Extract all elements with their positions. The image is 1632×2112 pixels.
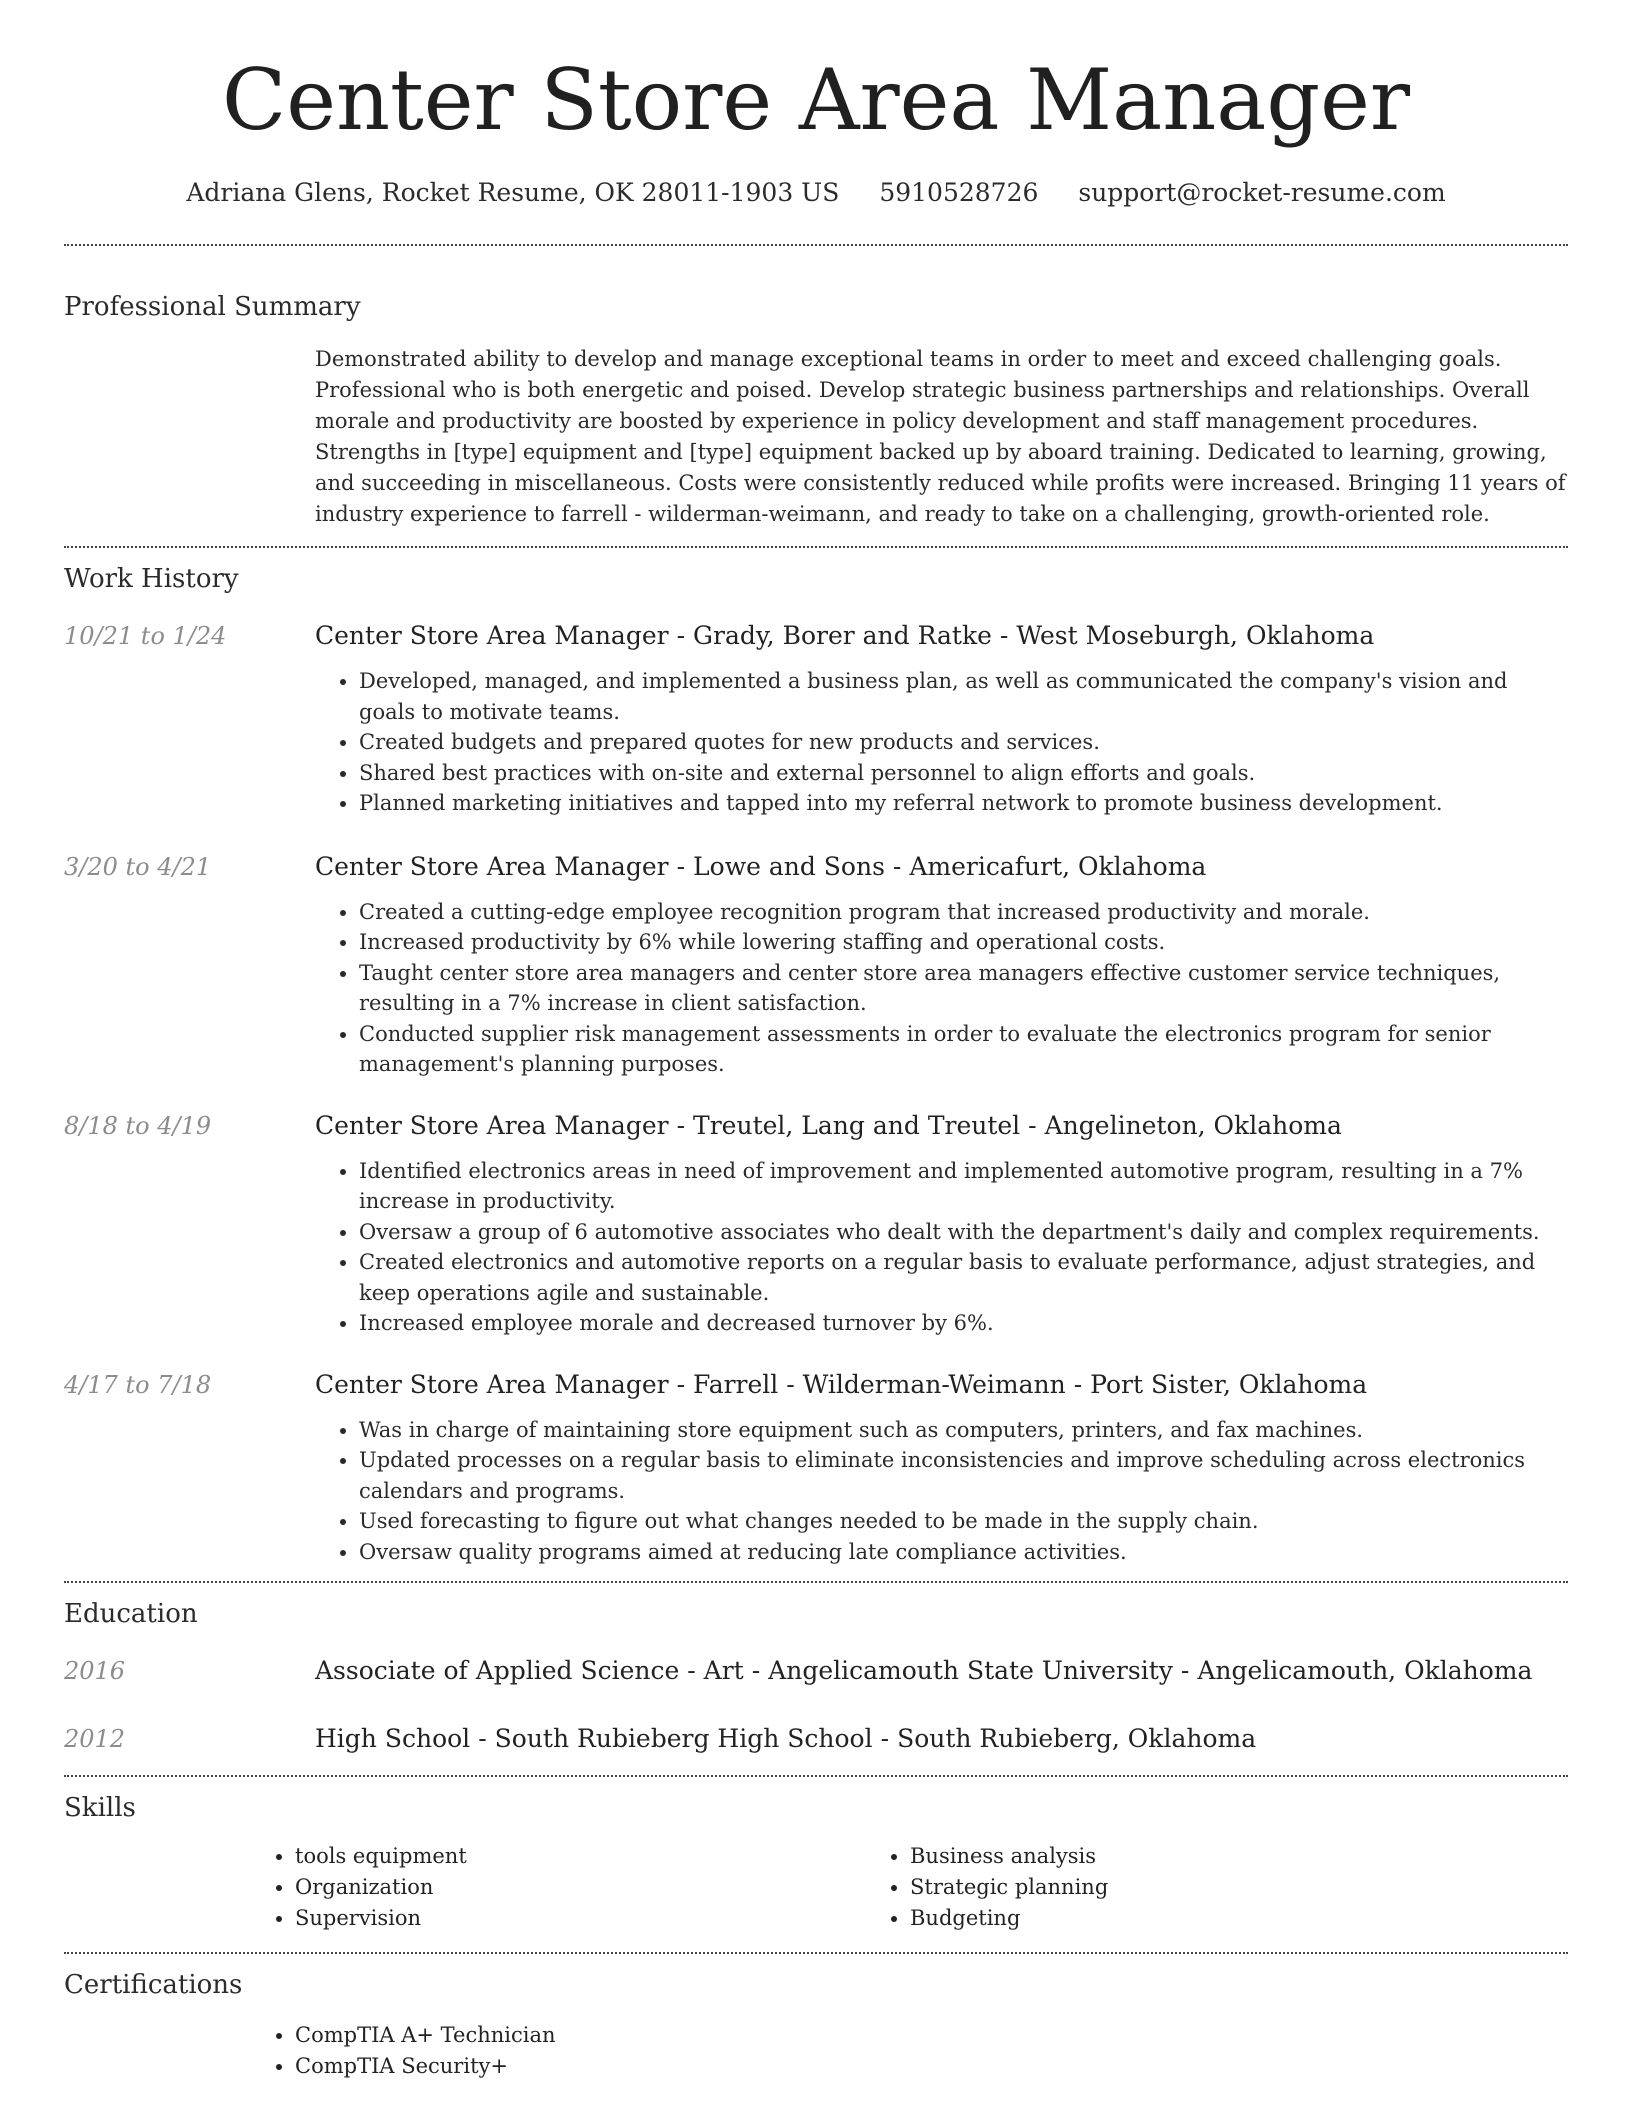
contact-email: support@rocket-resume.com xyxy=(1078,178,1446,207)
education-heading-line: Associate of Applied Science - Art - Angelicamouth State University - Angelicamouth, Oklahoma xyxy=(315,1656,1533,1685)
certifications-section xyxy=(64,1954,1568,2082)
skills-columns xyxy=(295,1825,1568,1952)
job-heading: Center Store Area Manager - Treutel, Lang and Treutel - Angelineton, Oklahoma xyxy=(315,1110,1342,1140)
job-entry xyxy=(64,1367,1568,1582)
job-location: West Moseburgh, Oklahoma xyxy=(1016,621,1375,650)
certifications-list xyxy=(295,2020,1568,2082)
list-item: • Budgeting xyxy=(910,1903,1525,1934)
education-school: Angelicamouth State University xyxy=(768,1656,1173,1685)
list-item: • Increased employee morale and decreased turnover by 6%. xyxy=(359,1308,1568,1339)
list-item: • Developed, managed, and implemented a business plan, as well as communicated the company's vision and goals to motivate teams. xyxy=(359,666,1568,727)
list-item: • Created a cutting-edge employee recognition program that increased productivity and morale. xyxy=(359,897,1568,928)
skills-section xyxy=(64,1777,1568,1952)
job-company: Farrell - Wilderman-Weimann xyxy=(693,1369,1066,1399)
list-item: • Planned marketing initiatives and tapped into my referral network to promote business development. xyxy=(359,788,1568,819)
certifications-heading: Certifications xyxy=(64,1970,243,2000)
candidate-title: Center Store Area Manager xyxy=(221,51,1411,149)
resume-header xyxy=(0,0,1632,210)
list-item: • Identified electronics areas in need of improvement and implemented automotive program, resulting in a 7% increase in productivity. xyxy=(359,1156,1568,1217)
education-school: South Rubieberg High School xyxy=(494,1724,873,1753)
list-item: • Was in charge of maintaining store equipment such as computers, printers, and fax machines. xyxy=(359,1415,1568,1446)
list-item: • Increased productivity by 6% while lowering staffing and operational costs. xyxy=(359,927,1568,958)
list-item: • Taught center store area managers and center store area managers effective customer service techniques, resulting in a 7% increase in client satisfaction. xyxy=(359,958,1568,1019)
job-role: Center Store Area Manager xyxy=(315,1369,669,1399)
job-heading: Center Store Area Manager - Lowe and Sons - Americafurt, Oklahoma xyxy=(315,851,1207,881)
list-item: • Used forecasting to figure out what changes needed to be made in the supply chain. xyxy=(359,1506,1568,1537)
job-location: Americafurt, Oklahoma xyxy=(909,851,1207,881)
job-role: Center Store Area Manager xyxy=(315,851,669,881)
skills-list-left xyxy=(295,1841,910,1934)
education-degree: Associate of Applied Science - Art xyxy=(315,1656,744,1685)
job-dates: 10/21 to 1/24 xyxy=(64,622,227,650)
list-item: • tools equipment xyxy=(295,1841,910,1872)
education-heading: Education xyxy=(64,1599,198,1629)
job-heading: Center Store Area Manager - Grady, Borer and Ratke - West Moseburgh, Oklahoma xyxy=(315,621,1375,650)
summary-heading: Professional Summary xyxy=(64,292,361,322)
education-location: Angelicamouth, Oklahoma xyxy=(1197,1656,1533,1685)
job-bullets xyxy=(359,897,1568,1080)
list-item: • Shared best practices with on-site and external personnel to align efforts and goals. xyxy=(359,758,1568,789)
work-history-heading: Work History xyxy=(64,564,239,594)
list-item: • Organization xyxy=(295,1872,910,1903)
certifications-list-wrap xyxy=(295,2002,1568,2082)
contact-address: Adriana Glens, Rocket Resume, OK 28011-1903 US xyxy=(186,178,840,207)
summary-text: Demonstrated ability to develop and manage exceptional teams in order to meet and exceed challenging goals. Professional who is both energetic and poised. Develop strategic business partnerships and relationships. Overall morale and productivity are boosted by experience in policy development and staff management procedures. Strengths in [type] equipment and [type] equipment backed up by aboard training. Dedicated to learning, growing, and succeeding in miscellaneous. Costs were consistently reduced while profits were increased. Bringing 11 years of industry experience to farrell - wilderman-weimann, and ready to take on a challenging, growth-oriented role. xyxy=(315,347,1566,526)
education-location: South Rubieberg, Oklahoma xyxy=(897,1724,1257,1753)
list-item: • Oversaw a group of 6 automotive associates who dealt with the department's daily and complex requirements. xyxy=(359,1217,1568,1248)
job-entry xyxy=(64,849,1568,1080)
education-section xyxy=(64,1583,1568,1775)
list-item: • Created budgets and prepared quotes for new products and services. xyxy=(359,727,1568,758)
list-item: • CompTIA A+ Technician xyxy=(295,2020,1568,2051)
list-item: • Oversaw quality programs aimed at reducing late compliance activities. xyxy=(359,1537,1568,1568)
job-dates: 8/18 to 4/19 xyxy=(64,1111,212,1140)
contact-line xyxy=(0,176,1632,210)
education-year: 2012 xyxy=(64,1725,126,1753)
job-company: Lowe and Sons xyxy=(693,851,885,881)
job-entry xyxy=(64,618,1568,819)
skills-list-right xyxy=(910,1841,1525,1934)
job-heading: Center Store Area Manager - Farrell - Wilderman-Weimann - Port Sister, Oklahoma xyxy=(315,1369,1368,1399)
job-company: Grady, Borer and Ratke xyxy=(693,621,992,650)
job-bullets xyxy=(359,1156,1568,1339)
job-role: Center Store Area Manager xyxy=(315,1110,669,1140)
job-bullets xyxy=(359,1415,1568,1568)
job-role: Center Store Area Manager xyxy=(315,621,669,650)
skills-heading: Skills xyxy=(64,1793,136,1823)
list-item: • CompTIA Security+ xyxy=(295,2051,1568,2082)
job-company: Treutel, Lang and Treutel xyxy=(693,1110,1021,1140)
list-item: • Created electronics and automotive reports on a regular basis to evaluate performance, adjust strategies, and keep operations agile and sustainable. xyxy=(359,1247,1568,1308)
list-item: • Updated processes on a regular basis to eliminate inconsistencies and improve scheduling across electronics calendars and programs. xyxy=(359,1445,1568,1506)
education-entry xyxy=(64,1721,1568,1775)
contact-phone: 5910528726 xyxy=(879,178,1039,207)
work-history-section xyxy=(64,548,1568,1581)
job-location: Angelineton, Oklahoma xyxy=(1044,1110,1342,1140)
list-item: • Supervision xyxy=(295,1903,910,1934)
job-dates: 4/17 to 7/18 xyxy=(64,1370,212,1399)
job-dates: 3/20 to 4/21 xyxy=(64,852,212,881)
education-year: 2016 xyxy=(64,1657,126,1685)
summary-section xyxy=(64,246,1568,546)
job-entry xyxy=(64,1108,1568,1339)
job-bullets xyxy=(359,666,1568,819)
list-item: • Business analysis xyxy=(910,1841,1525,1872)
education-entry xyxy=(64,1653,1568,1721)
list-item: • Conducted supplier risk management assessments in order to evaluate the electronics program for senior management's planning purposes. xyxy=(359,1019,1568,1080)
list-item: • Strategic planning xyxy=(910,1872,1525,1903)
education-heading-line: High School - South Rubieberg High School - South Rubieberg, Oklahoma xyxy=(315,1724,1257,1753)
job-location: Port Sister, Oklahoma xyxy=(1090,1369,1368,1399)
education-degree: High School xyxy=(315,1724,471,1753)
